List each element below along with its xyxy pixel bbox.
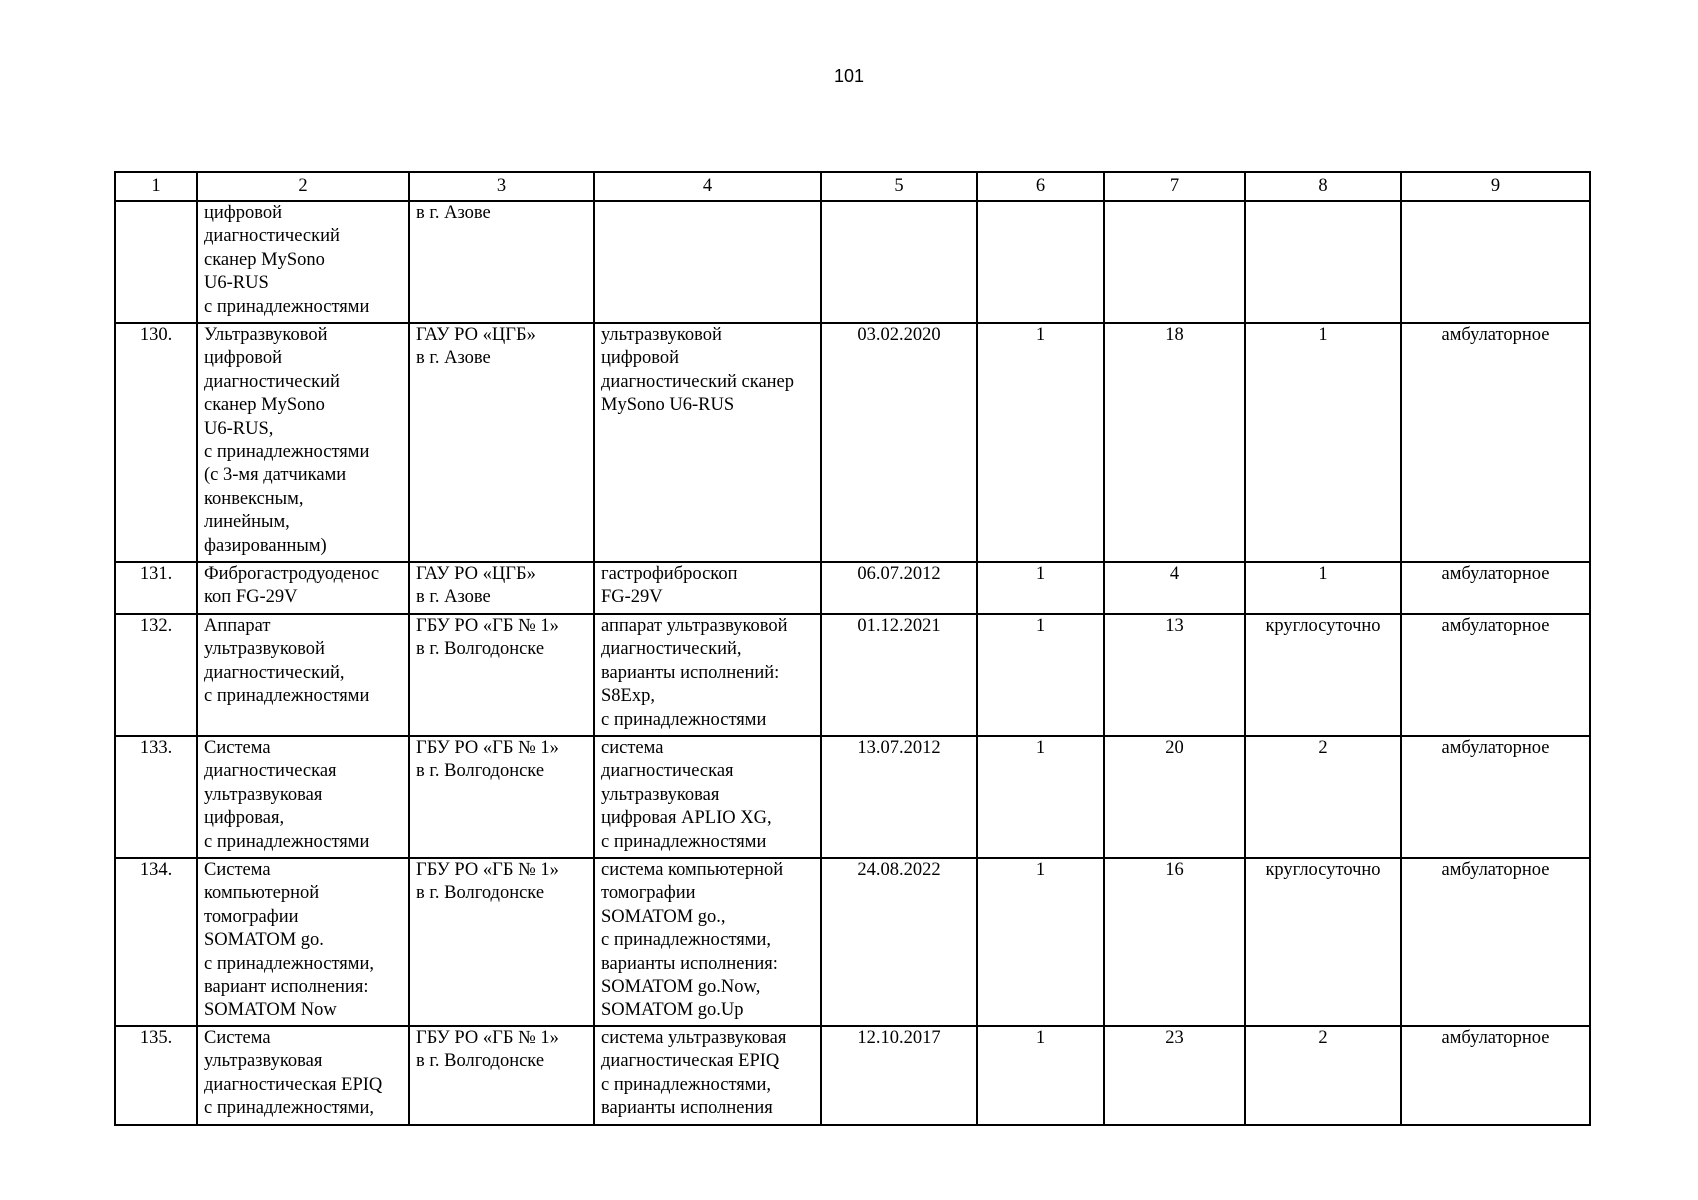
cell-organization: ГБУ РО «ГБ № 1» в г. Волгодонске	[409, 858, 594, 1026]
column-header: 3	[409, 172, 594, 201]
cell-organization: ГБУ РО «ГБ № 1» в г. Волгодонске	[409, 614, 594, 736]
cell-quantity: 1	[977, 323, 1104, 562]
cell-column-9: амбулаторное	[1401, 562, 1590, 614]
table-row	[115, 614, 1590, 736]
column-header: 8	[1245, 172, 1401, 201]
cell-model: гастрофиброскоп FG-29V	[594, 562, 821, 614]
column-header: 4	[594, 172, 821, 201]
cell-quantity: 1	[977, 614, 1104, 736]
cell-equipment-name: Система ультразвуковая диагностическая EPIQ с принадлежностями,	[197, 1026, 409, 1125]
cell-column-8: 2	[1245, 1026, 1401, 1125]
cell-number: 133.	[115, 736, 197, 858]
column-header: 2	[197, 172, 409, 201]
cell-quantity: 1	[977, 1026, 1104, 1125]
cell-date: 13.07.2012	[821, 736, 977, 858]
cell-date: 12.10.2017	[821, 1026, 977, 1125]
cell-organization: ГБУ РО «ГБ № 1» в г. Волгодонске	[409, 1026, 594, 1125]
cell-column-8	[1245, 201, 1401, 323]
cell-column-9: амбулаторное	[1401, 858, 1590, 1026]
cell-column-8: круглосуточно	[1245, 614, 1401, 736]
header-row	[115, 172, 1590, 201]
column-header: 9	[1401, 172, 1590, 201]
cell-column-7: 18	[1104, 323, 1245, 562]
cell-column-9: амбулаторное	[1401, 614, 1590, 736]
column-header: 1	[115, 172, 197, 201]
cell-column-7: 4	[1104, 562, 1245, 614]
cell-date	[821, 201, 977, 323]
cell-column-7: 23	[1104, 1026, 1245, 1125]
cell-equipment-name: Система компьютерной томографии SOMATOM go. с принадлежностями, вариант исполнения: SOMATOM Now	[197, 858, 409, 1026]
cell-number: 134.	[115, 858, 197, 1026]
table-row	[115, 201, 1590, 323]
cell-organization: ГАУ РО «ЦГБ» в г. Азове	[409, 323, 594, 562]
cell-column-7	[1104, 201, 1245, 323]
cell-number: 132.	[115, 614, 197, 736]
column-header: 7	[1104, 172, 1245, 201]
cell-equipment-name: Система диагностическая ультразвуковая цифровая, с принадлежностями	[197, 736, 409, 858]
cell-organization: ГАУ РО «ЦГБ» в г. Азове	[409, 562, 594, 614]
cell-organization: в г. Азове	[409, 201, 594, 323]
column-header: 5	[821, 172, 977, 201]
cell-number	[115, 201, 197, 323]
cell-equipment-name: Ультразвуковой цифровой диагностический сканер MySono U6-RUS, с принадлежностями (с 3-мя датчиками конвексным, линейным, фазированным)	[197, 323, 409, 562]
cell-column-8: 1	[1245, 562, 1401, 614]
cell-quantity: 1	[977, 858, 1104, 1026]
cell-column-8: 1	[1245, 323, 1401, 562]
cell-column-7: 16	[1104, 858, 1245, 1026]
table-row	[115, 858, 1590, 1026]
cell-column-7: 13	[1104, 614, 1245, 736]
cell-column-9: амбулаторное	[1401, 736, 1590, 858]
equipment-table	[114, 171, 1591, 1126]
cell-model: система компьютерной томографии SOMATOM go., с принадлежностями, варианты исполнения: SOMATOM go.Now, SOMATOM go.Up	[594, 858, 821, 1026]
cell-model: ультразвуковой цифровой диагностический сканер MySono U6-RUS	[594, 323, 821, 562]
cell-model	[594, 201, 821, 323]
cell-model: аппарат ультразвуковой диагностический, варианты исполнений: S8Exp, с принадлежностями	[594, 614, 821, 736]
table-row	[115, 562, 1590, 614]
cell-date: 24.08.2022	[821, 858, 977, 1026]
cell-model: система диагностическая ультразвуковая цифровая APLIO XG, с принадлежностями	[594, 736, 821, 858]
cell-organization: ГБУ РО «ГБ № 1» в г. Волгодонске	[409, 736, 594, 858]
cell-equipment-name: Фиброгастродуоденос коп FG-29V	[197, 562, 409, 614]
column-header: 6	[977, 172, 1104, 201]
cell-number: 131.	[115, 562, 197, 614]
table-row	[115, 323, 1590, 562]
cell-date: 06.07.2012	[821, 562, 977, 614]
cell-model: система ультразвуковая диагностическая EPIQ с принадлежностями, варианты исполнения	[594, 1026, 821, 1125]
cell-quantity: 1	[977, 736, 1104, 858]
cell-column-9: амбулаторное	[1401, 1026, 1590, 1125]
cell-column-9: амбулаторное	[1401, 323, 1590, 562]
table-row	[115, 1026, 1590, 1125]
cell-quantity	[977, 201, 1104, 323]
cell-quantity: 1	[977, 562, 1104, 614]
cell-date: 03.02.2020	[821, 323, 977, 562]
cell-column-8: круглосуточно	[1245, 858, 1401, 1026]
cell-equipment-name: цифровой диагностический сканер MySono U6-RUS с принадлежностями	[197, 201, 409, 323]
page-number: 101	[833, 66, 865, 86]
cell-column-7: 20	[1104, 736, 1245, 858]
cell-column-9	[1401, 201, 1590, 323]
cell-date: 01.12.2021	[821, 614, 977, 736]
cell-equipment-name: Аппарат ультразвуковой диагностический, с принадлежностями	[197, 614, 409, 736]
cell-number: 130.	[115, 323, 197, 562]
table-row	[115, 736, 1590, 858]
cell-number: 135.	[115, 1026, 197, 1125]
cell-column-8: 2	[1245, 736, 1401, 858]
